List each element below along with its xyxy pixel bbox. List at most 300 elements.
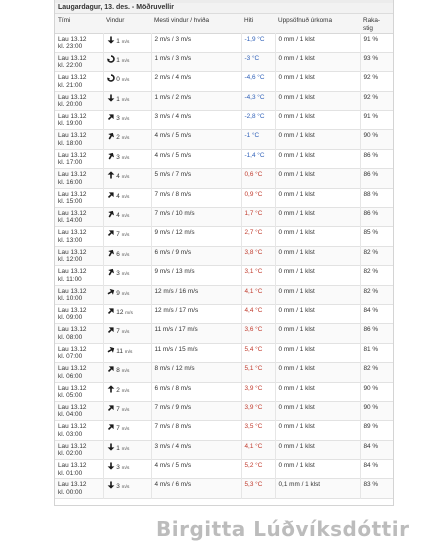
- wind-unit: m/s: [121, 97, 130, 103]
- wind-arrow-icon: [107, 423, 115, 431]
- precipitation-cell: 0 mm / 1 klst: [275, 246, 360, 265]
- row-time: kl. 01:00: [58, 469, 83, 477]
- wind-unit: m/s: [121, 252, 130, 258]
- row-time: kl. 12:00: [58, 256, 83, 264]
- precipitation-cell: 0 mm / 1 klst: [275, 111, 360, 130]
- wind-speed: 3: [116, 483, 120, 491]
- precipitation-cell: 0 mm / 1 klst: [275, 382, 360, 401]
- wind-arrow-icon: [107, 326, 115, 334]
- humidity-cell: 81 %: [360, 343, 393, 362]
- wind-arrow-icon: [107, 346, 115, 354]
- wind-speed: 3: [116, 153, 120, 161]
- wind-arrow-icon: [107, 210, 115, 218]
- wind-cell: [103, 285, 151, 304]
- wind-arrow-icon: [107, 268, 115, 276]
- temperature-cell: 3,5 °C: [241, 421, 275, 440]
- time-cell: [55, 52, 103, 71]
- wind-cell: [103, 401, 151, 420]
- gust-cell: 3 m/s / 4 m/s: [151, 440, 241, 459]
- temperature-cell: 1,7 °C: [241, 208, 275, 227]
- table-row: [55, 421, 393, 440]
- gust-cell: 7 m/s / 9 m/s: [151, 401, 241, 420]
- time-cell: [55, 33, 103, 52]
- wind-unit: m/s: [121, 446, 130, 452]
- gust-cell: 3 m/s / 4 m/s: [151, 111, 241, 130]
- wind-cell: [103, 266, 151, 285]
- wind-arrow-icon: [107, 132, 115, 140]
- wind-speed: 4: [116, 212, 120, 220]
- gust-cell: 5 m/s / 7 m/s: [151, 169, 241, 188]
- wind-unit: m/s: [121, 233, 130, 239]
- precipitation-cell: 0 mm / 1 klst: [275, 285, 360, 304]
- precipitation-cell: 0 mm / 1 klst: [275, 324, 360, 343]
- row-day: Lau 13.12: [58, 190, 87, 198]
- time-cell: [55, 401, 103, 420]
- precipitation-cell: 0 mm / 1 klst: [275, 401, 360, 420]
- wind-cell: [103, 208, 151, 227]
- wind-cell: [103, 33, 151, 52]
- wind-arrow-icon: [107, 152, 115, 160]
- precipitation-cell: 0 mm / 1 klst: [275, 421, 360, 440]
- temperature-cell: -2,8 °C: [241, 111, 275, 130]
- wind-speed: 1: [116, 37, 120, 45]
- wind-cell: [103, 130, 151, 149]
- temperature-cell: 5,4 °C: [241, 343, 275, 362]
- row-day: Lau 13.12: [58, 365, 87, 373]
- wind-speed: 12: [116, 308, 124, 316]
- humidity-cell: 83 %: [360, 479, 393, 498]
- gust-cell: 9 m/s / 13 m/s: [151, 266, 241, 285]
- humidity-cell: 82 %: [360, 246, 393, 265]
- humidity-cell: 84 %: [360, 440, 393, 459]
- wind-cell: [103, 324, 151, 343]
- time-cell: [55, 324, 103, 343]
- calm-wind-icon: [107, 55, 115, 63]
- humidity-cell: 86 %: [360, 149, 393, 168]
- wind-cell: [103, 246, 151, 265]
- wind-speed: 3: [116, 464, 120, 472]
- wind-cell: [103, 363, 151, 382]
- row-time: kl. 05:00: [58, 391, 83, 399]
- wind-arrow-icon: [107, 94, 115, 102]
- row-time: kl. 15:00: [58, 198, 83, 206]
- gust-cell: 2 m/s / 4 m/s: [151, 72, 241, 91]
- temperature-cell: 2,7 °C: [241, 227, 275, 246]
- gust-cell: 1 m/s / 3 m/s: [151, 52, 241, 71]
- temperature-cell: -1 °C: [241, 130, 275, 149]
- temperature-cell: 4,1 °C: [241, 440, 275, 459]
- wind-unit: m/s: [121, 175, 130, 181]
- temperature-cell: 3,9 °C: [241, 382, 275, 401]
- temperature-cell: 5,1 °C: [241, 363, 275, 382]
- humidity-cell: 91 %: [360, 111, 393, 130]
- wind-unit: m/s: [121, 291, 130, 297]
- row-time: kl. 13:00: [58, 236, 83, 244]
- wind-speed: 4: [116, 192, 120, 200]
- row-day: Lau 13.12: [58, 442, 87, 450]
- row-time: kl. 00:00: [58, 488, 83, 496]
- row-time: kl. 18:00: [58, 139, 83, 147]
- temperature-cell: -1,4 °C: [241, 149, 275, 168]
- table-row: [55, 33, 393, 52]
- humidity-cell: 89 %: [360, 421, 393, 440]
- row-day: Lau 13.12: [58, 287, 87, 295]
- wind-cell: [103, 91, 151, 110]
- time-cell: [55, 363, 103, 382]
- humidity-cell: 82 %: [360, 363, 393, 382]
- time-cell: [55, 266, 103, 285]
- wind-cell: [103, 421, 151, 440]
- row-day: Lau 13.12: [58, 345, 87, 353]
- time-cell: [55, 479, 103, 498]
- table-row: [55, 363, 393, 382]
- precipitation-cell: 0 mm / 1 klst: [275, 33, 360, 52]
- wind-speed: 1: [116, 444, 120, 452]
- precipitation-cell: 0 mm / 1 klst: [275, 149, 360, 168]
- gust-cell: 7 m/s / 8 m/s: [151, 421, 241, 440]
- gust-cell: 11 m/s / 15 m/s: [151, 343, 241, 362]
- col-header-humidity[interactable]: [360, 14, 393, 33]
- table-row: [55, 130, 393, 149]
- time-cell: [55, 188, 103, 207]
- humidity-cell: 92 %: [360, 91, 393, 110]
- wind-cell: [103, 343, 151, 362]
- table-header: [55, 14, 393, 33]
- wind-unit: m/s: [121, 330, 130, 336]
- precipitation-cell: 0 mm / 1 klst: [275, 52, 360, 71]
- humidity-cell: 93 %: [360, 52, 393, 71]
- wind-cell: [103, 479, 151, 498]
- temperature-cell: -3 °C: [241, 52, 275, 71]
- humidity-cell: 90 %: [360, 382, 393, 401]
- table-row: [55, 266, 393, 285]
- table-row: [55, 52, 393, 71]
- table-row: [55, 343, 393, 362]
- row-day: Lau 13.12: [58, 132, 87, 140]
- humidity-cell: 82 %: [360, 285, 393, 304]
- table-row: [55, 479, 393, 498]
- wind-unit: m/s: [121, 214, 130, 220]
- wind-cell: [103, 149, 151, 168]
- wind-unit: m/s: [121, 194, 130, 200]
- row-time: kl. 08:00: [58, 333, 83, 341]
- wind-cell: [103, 440, 151, 459]
- temperature-cell: 3,1 °C: [241, 266, 275, 285]
- wind-arrow-icon: [107, 171, 115, 179]
- wind-cell: [103, 460, 151, 479]
- humidity-cell: 91 %: [360, 33, 393, 52]
- wind-unit: m/s: [121, 369, 130, 375]
- temperature-cell: -4,3 °C: [241, 91, 275, 110]
- time-cell: [55, 208, 103, 227]
- time-cell: [55, 285, 103, 304]
- wind-speed: 1: [116, 56, 120, 64]
- table-row: [55, 285, 393, 304]
- row-day: Lau 13.12: [58, 54, 87, 62]
- wind-cell: [103, 52, 151, 71]
- wind-unit: m/s: [125, 310, 133, 316]
- temperature-cell: 4,1 °C: [241, 285, 275, 304]
- table-body: [55, 33, 393, 498]
- precipitation-cell: 0 mm / 1 klst: [275, 169, 360, 188]
- gust-cell: 6 m/s / 8 m/s: [151, 382, 241, 401]
- row-day: Lau 13.12: [58, 229, 87, 237]
- wind-arrow-icon: [107, 385, 115, 393]
- precipitation-cell: 0 mm / 1 klst: [275, 266, 360, 285]
- table-row: [55, 91, 393, 110]
- row-day: Lau 13.12: [58, 403, 87, 411]
- row-day: Lau 13.12: [58, 151, 87, 159]
- panel-title: Laugardagur, 13. des. - Möðruvellir: [55, 3, 393, 14]
- wind-unit: m/s: [121, 136, 130, 142]
- col-header-temp[interactable]: Hiti: [244, 17, 254, 24]
- wind-unit: m/s: [121, 117, 130, 123]
- wind-speed: 2: [116, 134, 120, 142]
- row-time: kl. 22:00: [58, 62, 83, 70]
- row-day: Lau 13.12: [58, 306, 87, 314]
- precipitation-cell: 0 mm / 1 klst: [275, 343, 360, 362]
- wind-unit: m/s: [124, 349, 133, 355]
- gust-cell: 12 m/s / 17 m/s: [151, 304, 241, 323]
- gust-cell: 1 m/s / 2 m/s: [151, 91, 241, 110]
- header-row: [55, 14, 393, 33]
- table-row: [55, 169, 393, 188]
- table-row: [55, 149, 393, 168]
- wind-unit: m/s: [121, 407, 130, 413]
- wind-unit: m/s: [121, 39, 130, 45]
- wind-arrow-icon: [107, 481, 115, 489]
- row-time: kl. 06:00: [58, 372, 83, 380]
- row-time: kl. 21:00: [58, 81, 83, 89]
- wind-arrow-icon: [107, 288, 115, 296]
- row-day: Lau 13.12: [58, 268, 87, 276]
- temperature-cell: -1,9 °C: [241, 33, 275, 52]
- wind-arrow-icon: [107, 191, 115, 199]
- gust-cell: 4 m/s / 6 m/s: [151, 479, 241, 498]
- humidity-cell: 84 %: [360, 460, 393, 479]
- row-time: kl. 23:00: [58, 42, 83, 50]
- row-time: kl. 11:00: [58, 275, 82, 283]
- time-cell: [55, 169, 103, 188]
- precipitation-cell: 0 mm / 1 klst: [275, 91, 360, 110]
- precipitation-cell: 0 mm / 1 klst: [275, 208, 360, 227]
- wind-cell: [103, 304, 151, 323]
- humidity-cell: 84 %: [360, 304, 393, 323]
- row-day: Lau 13.12: [58, 384, 87, 392]
- row-day: Lau 13.12: [58, 113, 87, 121]
- weather-forecast-panel: [54, 0, 394, 506]
- table-row: [55, 401, 393, 420]
- wind-arrow-icon: [107, 365, 115, 373]
- humidity-cell: 88 %: [360, 188, 393, 207]
- time-cell: [55, 421, 103, 440]
- row-day: Lau 13.12: [58, 462, 87, 470]
- wind-speed: 3: [116, 270, 120, 278]
- table-row: [55, 460, 393, 479]
- wind-cell: [103, 188, 151, 207]
- humidity-cell: 92 %: [360, 72, 393, 91]
- precipitation-cell: 0 mm / 1 klst: [275, 304, 360, 323]
- gust-cell: 4 m/s / 5 m/s: [151, 130, 241, 149]
- wind-arrow-icon: [107, 462, 115, 470]
- time-cell: [55, 440, 103, 459]
- wind-speed: 1: [116, 95, 120, 103]
- row-day: Lau 13.12: [58, 93, 87, 101]
- table-row: [55, 382, 393, 401]
- humidity-cell: 85 %: [360, 227, 393, 246]
- table-row: [55, 440, 393, 459]
- wind-speed: 7: [116, 328, 120, 336]
- col-header-gust[interactable]: Mesti vindur / hviða: [154, 17, 210, 24]
- precipitation-cell: 0 mm / 1 klst: [275, 460, 360, 479]
- wind-speed: 11: [116, 347, 123, 355]
- row-day: Lau 13.12: [58, 171, 87, 179]
- time-cell: [55, 91, 103, 110]
- wind-arrow-icon: [107, 229, 115, 237]
- humidity-cell: 86 %: [360, 208, 393, 227]
- row-time: kl. 04:00: [58, 411, 83, 419]
- precipitation-cell: 0 mm / 1 klst: [275, 363, 360, 382]
- wind-speed: 2: [116, 386, 120, 394]
- row-time: kl. 07:00: [58, 353, 83, 361]
- wind-cell: [103, 227, 151, 246]
- temperature-cell: 0,9 °C: [241, 188, 275, 207]
- forecast-table: [55, 14, 393, 499]
- table-row: [55, 111, 393, 130]
- col-header-wind[interactable]: Vindur: [106, 17, 125, 24]
- temperature-cell: 5,2 °C: [241, 460, 275, 479]
- temperature-cell: 0,6 °C: [241, 169, 275, 188]
- wind-speed: 9: [116, 289, 120, 297]
- wind-cell: [103, 72, 151, 91]
- wind-arrow-icon: [107, 36, 115, 44]
- precipitation-cell: 0 mm / 1 klst: [275, 440, 360, 459]
- gust-cell: 4 m/s / 5 m/s: [151, 149, 241, 168]
- wind-unit: m/s: [121, 388, 130, 394]
- time-cell: [55, 304, 103, 323]
- wind-unit: m/s: [121, 155, 130, 161]
- wind-speed: 7: [116, 405, 120, 413]
- table-row: [55, 246, 393, 265]
- row-time: kl. 20:00: [58, 101, 83, 109]
- row-time: kl. 17:00: [58, 159, 83, 167]
- precipitation-cell: 0 mm / 1 klst: [275, 130, 360, 149]
- humidity-header-line2: stig: [363, 24, 373, 32]
- gust-cell: 2 m/s / 3 m/s: [151, 33, 241, 52]
- wind-unit: m/s: [121, 272, 130, 278]
- table-row: [55, 72, 393, 91]
- gust-cell: 11 m/s / 17 m/s: [151, 324, 241, 343]
- table-row: [55, 227, 393, 246]
- humidity-cell: 86 %: [360, 169, 393, 188]
- wind-unit: m/s: [121, 466, 130, 472]
- precipitation-cell: 0 mm / 1 klst: [275, 188, 360, 207]
- wind-arrow-icon: [107, 249, 115, 257]
- wind-unit: m/s: [121, 78, 130, 84]
- time-cell: [55, 72, 103, 91]
- temperature-cell: 3,6 °C: [241, 324, 275, 343]
- row-day: Lau 13.12: [58, 248, 87, 256]
- humidity-cell: 82 %: [360, 266, 393, 285]
- precipitation-cell: 0,1 mm / 1 klst: [275, 479, 360, 498]
- watermark-text: Birgitta Lúðvíksdóttir: [156, 517, 410, 541]
- time-cell: [55, 246, 103, 265]
- time-cell: [55, 227, 103, 246]
- row-day: Lau 13.12: [58, 210, 87, 218]
- wind-cell: [103, 382, 151, 401]
- row-time: kl. 19:00: [58, 120, 83, 128]
- time-cell: [55, 130, 103, 149]
- gust-cell: 6 m/s / 9 m/s: [151, 246, 241, 265]
- wind-speed: 7: [116, 231, 120, 239]
- wind-cell: [103, 111, 151, 130]
- col-header-time[interactable]: Tími: [58, 17, 71, 24]
- row-day: Lau 13.12: [58, 423, 87, 431]
- row-time: kl. 10:00: [58, 294, 83, 302]
- gust-cell: 12 m/s / 16 m/s: [151, 285, 241, 304]
- row-time: kl. 02:00: [58, 450, 83, 458]
- row-day: Lau 13.12: [58, 35, 87, 43]
- row-day: Lau 13.12: [58, 74, 87, 82]
- wind-speed: 7: [116, 425, 120, 433]
- wind-arrow-icon: [107, 443, 115, 451]
- gust-cell: 8 m/s / 12 m/s: [151, 363, 241, 382]
- temperature-cell: 3,8 °C: [241, 246, 275, 265]
- time-cell: [55, 343, 103, 362]
- wind-unit: m/s: [121, 485, 130, 491]
- row-time: kl. 03:00: [58, 430, 83, 438]
- table-row: [55, 324, 393, 343]
- temperature-cell: 3,9 °C: [241, 401, 275, 420]
- gust-cell: 7 m/s / 8 m/s: [151, 188, 241, 207]
- humidity-cell: 90 %: [360, 130, 393, 149]
- wind-speed: 6: [116, 250, 120, 258]
- time-cell: [55, 149, 103, 168]
- row-time: kl. 14:00: [58, 217, 83, 225]
- calm-wind-icon: [107, 74, 115, 82]
- col-header-precip[interactable]: Uppsöfnuð úrkoma: [278, 17, 332, 24]
- temperature-cell: 4,4 °C: [241, 304, 275, 323]
- humidity-cell: 90 %: [360, 401, 393, 420]
- wind-arrow-icon: [107, 404, 115, 412]
- row-day: Lau 13.12: [58, 326, 87, 334]
- gust-cell: 7 m/s / 10 m/s: [151, 208, 241, 227]
- humidity-header-line1: Raka-: [363, 17, 381, 24]
- humidity-cell: 86 %: [360, 324, 393, 343]
- row-time: kl. 09:00: [58, 314, 83, 322]
- wind-speed: 3: [116, 115, 120, 123]
- temperature-cell: -4,6 °C: [241, 72, 275, 91]
- row-time: kl. 16:00: [58, 178, 83, 186]
- precipitation-cell: 0 mm / 1 klst: [275, 72, 360, 91]
- temperature-cell: 5,3 °C: [241, 479, 275, 498]
- wind-speed: 8: [116, 367, 120, 375]
- precipitation-cell: 0 mm / 1 klst: [275, 227, 360, 246]
- table-row: [55, 208, 393, 227]
- time-cell: [55, 111, 103, 130]
- wind-speed: 4: [116, 173, 120, 181]
- wind-arrow-icon: [107, 113, 115, 121]
- gust-cell: 9 m/s / 12 m/s: [151, 227, 241, 246]
- wind-arrow-icon: [107, 307, 115, 315]
- time-cell: [55, 382, 103, 401]
- row-day: Lau 13.12: [58, 481, 87, 489]
- time-cell: [55, 460, 103, 479]
- wind-cell: [103, 169, 151, 188]
- wind-speed: 0: [116, 76, 120, 84]
- wind-unit: m/s: [121, 427, 130, 433]
- table-row: [55, 188, 393, 207]
